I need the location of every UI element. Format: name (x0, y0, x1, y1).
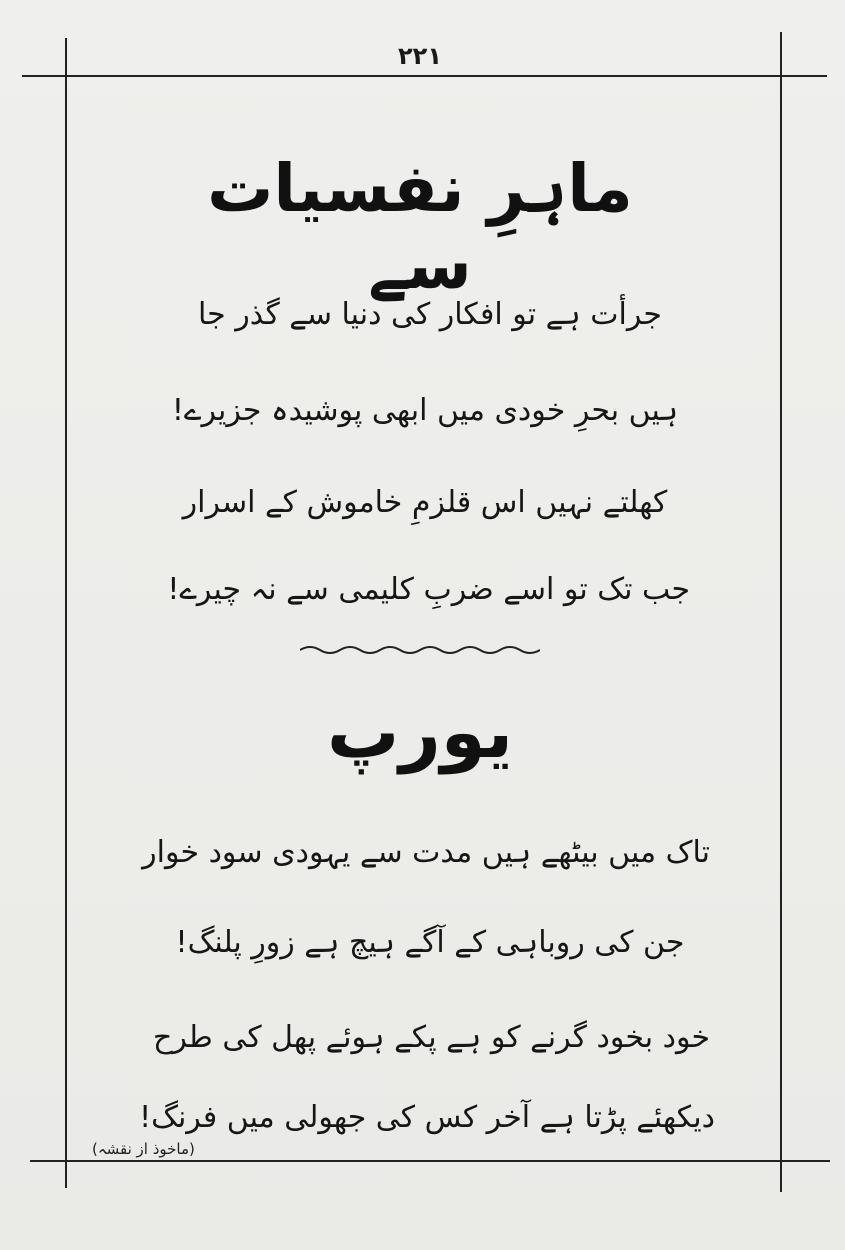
wavy-divider (300, 640, 540, 660)
source-reference: (ماخوذ از نقشہ) (92, 1140, 195, 1158)
section-title-1: ماہرِ نفسیات سے (207, 150, 633, 304)
verse-line: دیکھئے پڑتا ہے آخر کس کی جھولی میں فرنگ! (139, 1100, 715, 1135)
section-title-2: یورپ (327, 690, 513, 774)
left-rule (65, 38, 67, 1188)
verse-line: ہیں بحرِ خودی میں ابھی پوشیدہ جزیرے! (171, 393, 679, 428)
verse-line: جب تک تو اسے ضربِ کلیمی سے نہ چیرے! (167, 572, 690, 607)
verse-line: تاک میں بیٹھے ہیں مدت سے یہودی سود خوار (142, 835, 710, 870)
verse-line: جرأت ہے تو افکار کی دنیا سے گذر جا (198, 297, 662, 332)
page-number: ۲۲۱ (398, 42, 442, 70)
verse-line: جن کی روباہی کے آگے ہیچ ہے زورِ پلنگ! (175, 925, 685, 960)
bottom-rule (30, 1160, 830, 1162)
verse-line: کھلتے نہیں اس قلزمِ خاموش کے اسرار (182, 485, 668, 520)
verse-line: خود بخود گرنے کو ہے پکے ہوئے پھل کی طرح (153, 1020, 710, 1055)
right-rule (780, 32, 782, 1192)
top-rule (22, 75, 827, 77)
